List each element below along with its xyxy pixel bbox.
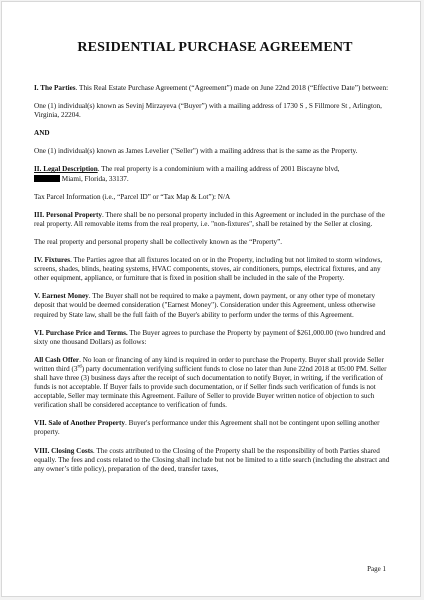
document-page [1,1,421,597]
and-separator: AND [34,129,50,138]
section-heading: All Cash Offer [34,355,80,364]
section-text: . No loan or financing of any kind is required in order to purchase the Property. Buyer shall provide Seller written third (3 [34,355,384,373]
section-purchase-price [34,329,396,347]
section-text-cont: Miami, Florida, 33137. [60,174,129,183]
section-legal-description [34,165,396,183]
section-text: . The real property is a condominium with a mailing address of 2001 Biscayne blvd, [97,165,340,174]
section-text: . There shall be no personal property included in this Agreement or included in the purchase of the real property. All removable items from the real property, i.e. "non-fixtures", shall be retained by the Seller at closing. [34,210,385,228]
superscript: rd [77,364,82,370]
section-sale-of-another-property [34,419,396,437]
section-heading: V. Earnest Money [34,292,89,301]
section-heading: VIII. Closing Costs [34,446,93,455]
section-text: . This Real Estate Purchase Agreement (“Agreement”) made on June 22nd 2018 (“Effective Date”) between: [75,84,389,92]
section-earnest-money [34,292,396,319]
document-title: RESIDENTIAL PURCHASE AGREEMENT [77,40,353,55]
section-heading: IV. Fixtures [34,256,71,265]
section-text: . Buyer's performance under this Agreement shall not be contingent upon selling another property. [34,419,380,437]
section-fixtures [34,256,396,283]
section-text: . The Parties agree that all fixtures located on or in the Property, including but not limited to storm windows, screens, shades, blinds, heating systems, HVAC components, stoves, air conditioners, pumps, electrical fixtures, and any other equipment, appliance, or furniture that is fixed in position shall be included in the sale of the Property. [34,256,383,283]
redaction-block [34,175,60,182]
section-heading: VII. Sale of Another Property [34,419,125,428]
tax-parcel-info: Tax Parcel Information (i.e., “Parcel ID” or “Tax Map & Lot”): N/A [34,192,231,201]
section-heading: I. The Parties [34,84,76,92]
section-personal-property [34,211,396,229]
seller-paragraph: One (1) individual(s) known as James Levelier ("Seller") with a mailing address that is the same as the Property. [34,147,358,156]
section-all-cash-offer [34,356,396,411]
section-text: . The costs attributed to the Closing of the Property shall be the responsibility of both Parties shared equally. The fees and costs related to the Closing shall include but not be limited to a title search (including the abstract and any owner’s title policy), preparation of the deed, transfer taxes, [34,446,390,473]
page-number: Page 1 [367,565,386,573]
collective-paragraph: The real property and personal property shall be collectively known as the “Property”. [34,237,283,246]
document-body [34,40,396,483]
section-text-cont: ) party documentation verifying sufficient funds to close no later than June 22nd 2018 at 05:00 PM. Seller shall have three (3) business days after the receipt of such documentation to notify Buyer, in writing, if the verification of funds is not acceptable. If Buyer fails to provide such documentation, or if Seller finds such verification of funds is not acceptable, Seller may terminate this Agreement. Failure of Seller to provide Buyer written notice of objection to such verification shall be considered acceptance to verification of funds. [34,364,387,410]
buyer-paragraph: One (1) individual(s) known as Sevinj Mirzayeva (“Buyer”) with a mailing address of 1730 S , S Fillmore St , Arlington, Virginia, 22204. [34,102,382,120]
section-parties [34,84,396,93]
section-heading: VI. Purchase Price and Terms. [34,328,128,337]
section-heading: III. Personal Property [34,210,102,219]
section-heading: II. Legal Description [34,165,98,174]
section-text: . The Buyer shall not be required to make a payment, down payment, or any other type of monetary deposit that would be deemed consideration ("Earnest Money"). Consideration under this Agreement, unless otherwise required by State law, shall be the full faith of the Buyer's ability to perform under the terms of this Agreement. [34,292,376,319]
section-text: The Buyer agrees to purchase the Property by payment of $261,000.00 (two hundred and sixty one thousand Dollars) as follows: [34,328,386,346]
section-closing-costs [34,447,396,474]
